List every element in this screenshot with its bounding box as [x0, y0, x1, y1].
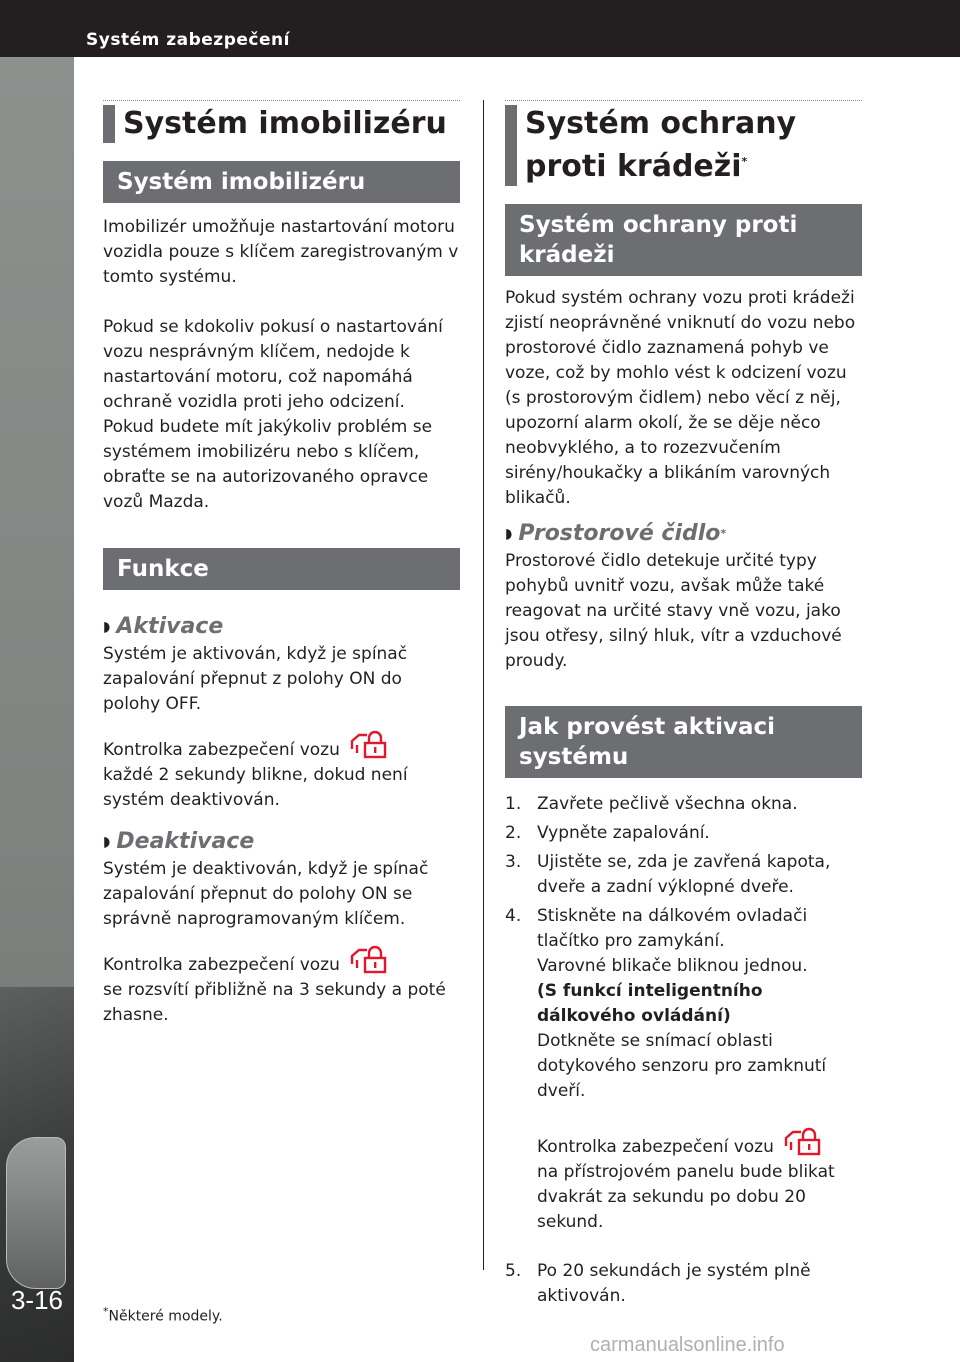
paragraph-text: Kontrolka zabezpečení vozu [103, 740, 340, 760]
paragraph [103, 729, 460, 813]
paragraph: Pokud systém ochrany vozu proti krádeži zjistí neoprávněné vniknutí do vozu nebo prostorové čidlo zaznamená pohyb ve voze, což by mohlo vést k odcizení vozu (s prostorovým čidlem) nebo věcí z něj, upozorní alarm okolí, že se děje něco neobvyklého, a to rozezvučením sirény/houkačky a blikáním varovných blikačů. [505, 288, 856, 508]
step-text: Zavřete pečlivě všechna okna. [537, 794, 798, 814]
heading-activation-label: Aktivace [116, 614, 224, 639]
step-text: Po 20 sekundách je systém plně aktivován. [537, 1261, 811, 1306]
lock-switch-image [6, 1137, 66, 1289]
step-text: Vypněte zapalování. [537, 823, 710, 843]
list-item [505, 821, 862, 846]
paragraph: Systém je deaktivován, když je spínač zapalování přepnut do polohy ON se správně naprogramovaným klíčem. [103, 859, 429, 929]
paragraph: Systém je aktivován, když je spínač zapalování přepnut z polohy ON do polohy OFF. [103, 644, 408, 714]
step-text: Kontrolka zabezpečení vozu [537, 1137, 774, 1157]
step-number: 2. [505, 823, 522, 843]
step-text: Ujistěte se, zda je zavřená kapota, dveře a zadní výklopné dveře. [537, 852, 831, 897]
asterisk-mark: * [720, 527, 727, 540]
watermark: carmanualsonline.info [590, 1334, 785, 1356]
footnote-text: Některé modely. [108, 1308, 223, 1325]
paragraph-text: se rozsvítí přibližně na 3 sekundy a poté zhasne. [103, 980, 446, 1025]
dotted-rule [103, 100, 460, 101]
subsection-title: Systém imobilizéru [103, 161, 460, 203]
paragraph-text: Kontrolka zabezpečení vozu [103, 955, 340, 975]
paragraph: Prostorové čidlo detekuje určité typy pohybů uvnitř vozu, avšak může také reagovat na určité stavy vně vozu, jako jsou otřesy, silný hluk, vítr a vzduchové proudy. [505, 551, 842, 671]
list-item [505, 850, 862, 900]
paragraph: Imobilizér umožňuje nastartování motoru vozidla pouze s klíčem zaregistrovaným v tomto systému. [103, 217, 459, 287]
asterisk-mark: * [103, 1305, 109, 1318]
steps-list [505, 792, 862, 1309]
step-text: Varovné blikače bliknou jednou. [537, 956, 808, 976]
step-number: 3. [505, 852, 522, 872]
step-text: Stiskněte na dálkovém ovladači tlačítko pro zamykání. [537, 906, 808, 951]
section-title-text: Systém ochrany proti krádeži [525, 106, 797, 184]
step-number: 4. [505, 906, 522, 926]
step-number: 1. [505, 794, 522, 814]
security-indicator-icon [349, 729, 389, 759]
dotted-rule [505, 100, 862, 101]
paragraph [103, 944, 460, 1028]
list-item [505, 792, 862, 817]
step-note-bold: (S funkcí inteligentního dálkového ovládání) [537, 981, 763, 1026]
bullet-marker: ◗ [103, 834, 111, 850]
heading-deactivation [103, 827, 460, 857]
heading-deactivation-label: Deaktivace [116, 829, 255, 854]
sidebar-photo [0, 57, 74, 1362]
header-title: Systém zabezpečení [86, 30, 290, 50]
page-number: 3-16 [10, 1285, 64, 1315]
subsection-title: Systém ochrany proti krádeži [505, 204, 862, 276]
paragraph: Pokud se kdokoliv pokusí o nastartování vozu nesprávným klíčem, nedojde k nastartování motoru, což napomáhá ochraně vozidla proti jeho odcizení. Pokud budete mít jakýkoliv problém se systémem imobilizéru nebo s klíčem, obraťte se na autorizovaného opravce vozů Mazda. [103, 317, 443, 512]
step-text: na přístrojovém panelu bude blikat dvakrát za sekundu po dobu 20 sekund. [537, 1162, 835, 1232]
left-column [103, 100, 460, 1028]
security-indicator-icon [349, 944, 389, 974]
list-item [505, 904, 862, 1255]
subsection-title-funkce: Funkce [103, 548, 460, 590]
section-title: Systém imobilizéru [103, 105, 460, 143]
bullet-marker: ◗ [103, 619, 111, 635]
step-number: 5. [505, 1261, 522, 1281]
right-column [505, 100, 862, 1313]
list-item [505, 1259, 862, 1309]
page-header [0, 0, 960, 57]
heading-sensor-label: Prostorové čidlo [518, 521, 721, 546]
subsection-title-activation: Jak provést aktivaci systému [505, 706, 862, 778]
security-indicator-icon [783, 1126, 823, 1156]
bullet-marker: ◗ [505, 526, 513, 542]
asterisk-mark: * [741, 155, 748, 168]
column-divider [483, 100, 484, 1270]
footnote [103, 1305, 223, 1325]
heading-sensor [505, 519, 862, 549]
heading-activation [103, 612, 460, 642]
step-text: Dotkněte se snímací oblasti dotykového senzoru pro zamknutí dveří. [537, 1031, 827, 1101]
paragraph-text: každé 2 sekundy blikne, dokud není systém deaktivován. [103, 765, 408, 810]
section-title [505, 105, 862, 186]
